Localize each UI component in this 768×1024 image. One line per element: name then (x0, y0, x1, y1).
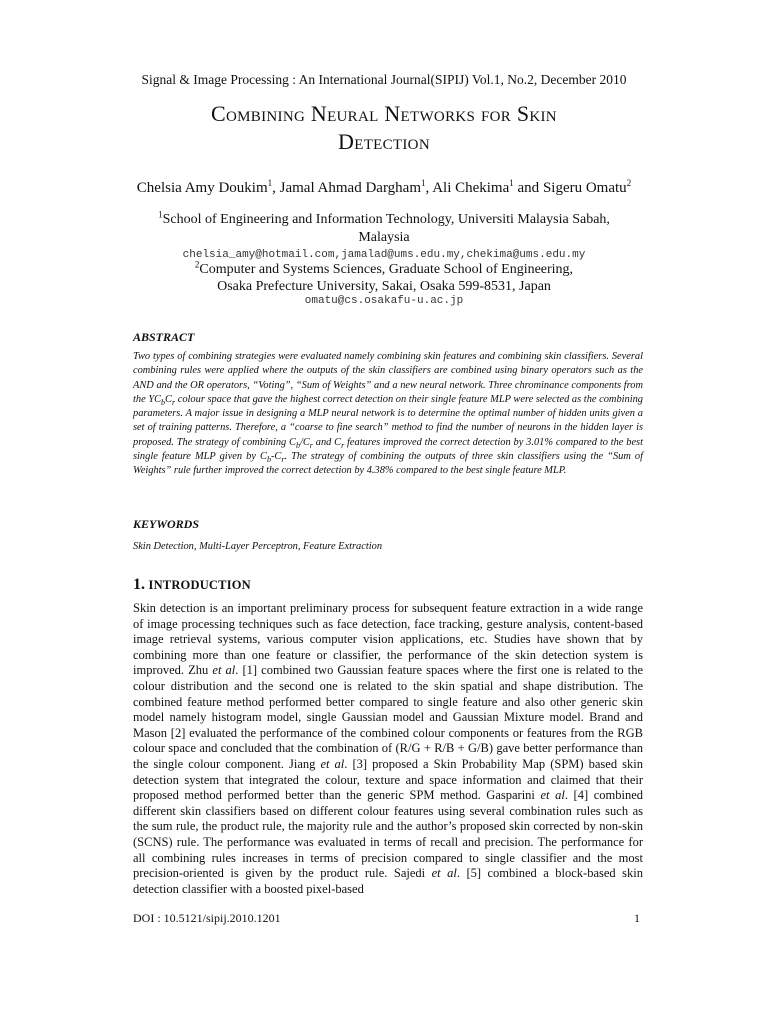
affiliation-2-email[interactable]: omatu@cs.osakafu-u.ac.jp (304, 295, 464, 307)
footer-doi: DOI : 10.5121/sipij.2010.1201 (133, 911, 281, 925)
author-separator: , (425, 180, 433, 196)
author-name: Jamal Ahmad Dargham (279, 180, 421, 196)
keywords-heading: KEYWORDS (133, 517, 200, 531)
affiliation-1-line-2: Malaysia (358, 230, 410, 245)
author-name: Ali Chekima (432, 180, 510, 196)
author-name: Chelsia Amy Doukim (136, 180, 268, 196)
author-affil-mark: 2 (626, 178, 632, 188)
affiliation-2-line-1: $^2$Computer and Systems Sciences, Graduate School of Engineering, (194, 259, 574, 277)
running-header: Signal & Image Processing : An International Journal(SIPIJ) Vol.1, No.2, December 2010 (141, 72, 627, 87)
title-line-1: Combining Neural Networks for Skin (211, 101, 557, 126)
keywords-list: Skin Detection, Multi-Layer Perceptron, Feature Extraction (133, 541, 383, 552)
abstract-heading: ABSTRACT (133, 330, 195, 344)
section-number: 1. (133, 576, 145, 593)
author-name: Sigeru Omatu (542, 180, 627, 196)
paper-title (60, 100, 708, 156)
affiliation-1-email[interactable]: chelsia_amy@hotmail.com,jamalad@ums.edu.my,chekima@ums.edu.my (182, 249, 586, 261)
author-affil-mark: 1 (509, 178, 514, 188)
page-number: 1 (634, 911, 640, 925)
author-list (0, 180, 768, 197)
affiliation-mark: 1 (158, 209, 163, 220)
section-title: INTRODUCTION (148, 578, 251, 592)
affiliation-1-line-1: $^1$School of Engineering and Information Technology, Universiti Malaysia Sabah, (158, 209, 610, 227)
author-affil-mark: 1 (421, 178, 426, 188)
affiliation-2-line-2: Osaka Prefecture University, Sakai, Osaka 599-8531, Japan (217, 279, 551, 294)
section-heading-introduction (133, 576, 251, 594)
abstract-text: Two types of combining strategies were evaluated namely combining skin features and combining skin classifiers. Several combining rules were applied where the outputs of the skin classifiers are combined using binary operators such as the AND and the OR operators, “Voting”, “Sum of Weights” and a new neural network. Three chrominance components from the $YC_bC_r$ colour space that gave the highest correct detection on their single feature MLP were selected as the combining parameters. A major issue in designing a MLP neural network is to determine the optimal number of hidden units given a set of training patterns. Therefore, a “coarse to fine search” method to find the number of neurons in the hidden layer is proposed. The strategy of combining $C_b/C_r$ and $C_r$ features improved the correct detection by 3.01% compared to the best single feature MLP given by $C_b-C_r$. The strategy of combining the outputs of three skin classifiers using the “Sum of Weights” rule further improved the correct detection by 4.38% compared to the best single feature MLP. (133, 351, 643, 477)
title-line-2: Detection (338, 129, 430, 154)
author-conjunction: and (513, 180, 543, 196)
affiliation-mark: 2 (194, 259, 200, 270)
author-affil-mark: 1 (267, 178, 273, 188)
author-separator: , (272, 180, 280, 196)
introduction-paragraph: Skin detection is an important preliminary process for subsequent feature extraction in a wide range of image processing techniques such as face detection, face tracking, gesture analysis, content-based image retrieval systems, various computer vision applications, etc. Studies have shown that by combining more than one feature or classifier, the performance of the skin detection system is improved. Zhu et al. [1] combined two Gaussian feature spaces where the first one is related to the colour distribution and the second one is related to the skin spatial and shape distribution. The combined feature method performed better compared to single feature and also other generic skin model namely histogram model, single Gaussian model and Gaussian Mixture model. Brand and Mason [2] evaluated the performance of the combined colour components or features from the RGB colour space and concluded that the combination of (R/G + R/B + G/B) gave better performance than the single colour component. Jiang et al. [3] proposed a Skin Probability Map (SPM) based skin detection system that integrated the colour, texture and space information and claimed that their proposed method performed better than the generic SPM method. Gasparini et al. [4] combined different skin classifiers based on different colour features using several combination rules such as the sum rule, the product rule, the majority rule and the author’s proposed skin corrected by non-skin (SCNS) rule. The performance was evaluated in terms of recall and precision. The performance for all combining rules increases in terms of precision compared to single classifier and the most precision-oriented is given by the product rule. Sajedi et al. [5] combined a block-based skin detection classifier with a boosted pixel-based (133, 601, 644, 896)
